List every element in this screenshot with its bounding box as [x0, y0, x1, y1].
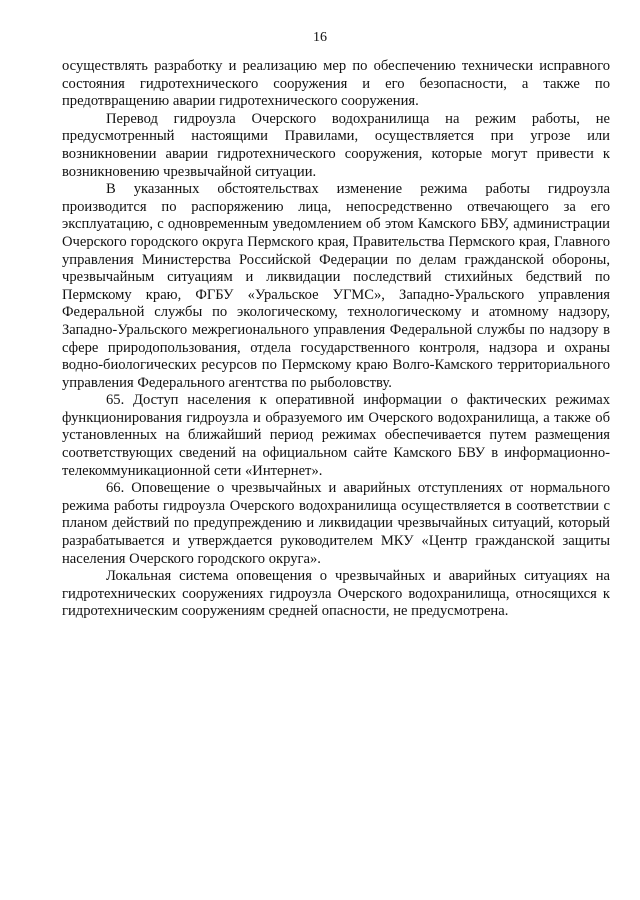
paragraph-3: В указанных обстоятельствах изменение режима работы гидроузла производится по распоряжению лица, непосредственно отвечающего за его эксплуатацию, с одновременным уведомлением об этом Камского БВУ, администрации Очерского городского округа Пермского края, Правительства Пермского края, Главного управления Министерства Российской Федерации по делам гражданской обороны, чрезвычайным ситуациям и ликвидации последствий стихийных бедствий по Пермскому краю, ФГБУ «Уральское УГМС», Западно-Уральского управления Федеральной службы по экологическому, технологическому и атомному надзору, Западно-Уральского межрегионального управления Федеральной службы по надзору в сфере природопользования, отдела государственного контроля, надзора и охраны водно-биологических ресурсов по Пермскому краю Волго-Камского территориального управления Федерального агентства по рыболовству. [62, 181, 610, 391]
page-number: 16 [313, 30, 327, 45]
paragraph-1: осуществлять разработку и реализацию мер по обеспечению технически исправного состояния гидротехнического сооружения и его безопасности, а также по предотвращению аварии гидротехнического сооружения. [62, 58, 610, 110]
paragraph-66: 66. Оповещение о чрезвычайных и аварийных отступлениях от нормального режима работы гидроузла Очерского водохранилища осуществляется в соответствии с планом действий по предупреждению и ликвидации чрезвычайных ситуаций, который разрабатывается и утверждается руководителем МКУ «Центр гражданской защиты населения Очерского городского округа». [62, 480, 610, 567]
paragraph-local-warning: Локальная система оповещения о чрезвычайных и аварийных ситуациях на гидротехнических сооружениях гидроузла Очерского водохранилища, относящихся к гидротехническим сооружениям средней опасности, не предусмотрена. [62, 568, 610, 620]
document-body [62, 58, 610, 621]
paragraph-2: Перевод гидроузла Очерского водохранилища на режим работы, не предусмотренный настоящими Правилами, осуществляется при угрозе или возникновении аварии гидротехнического сооружения, которые могут привести к возникновению чрезвычайной ситуации. [62, 110, 610, 180]
paragraph-65: 65. Доступ населения к оперативной информации о фактических режимах функционирования гидроузла и образуемого им Очерского водохранилища, а также об установленных на ближайший период режимах обеспечивается путем размещения соответствующих сведений на официальном сайте Камского БВУ в информационно-телекоммуникационной сети «Интернет». [62, 392, 610, 479]
